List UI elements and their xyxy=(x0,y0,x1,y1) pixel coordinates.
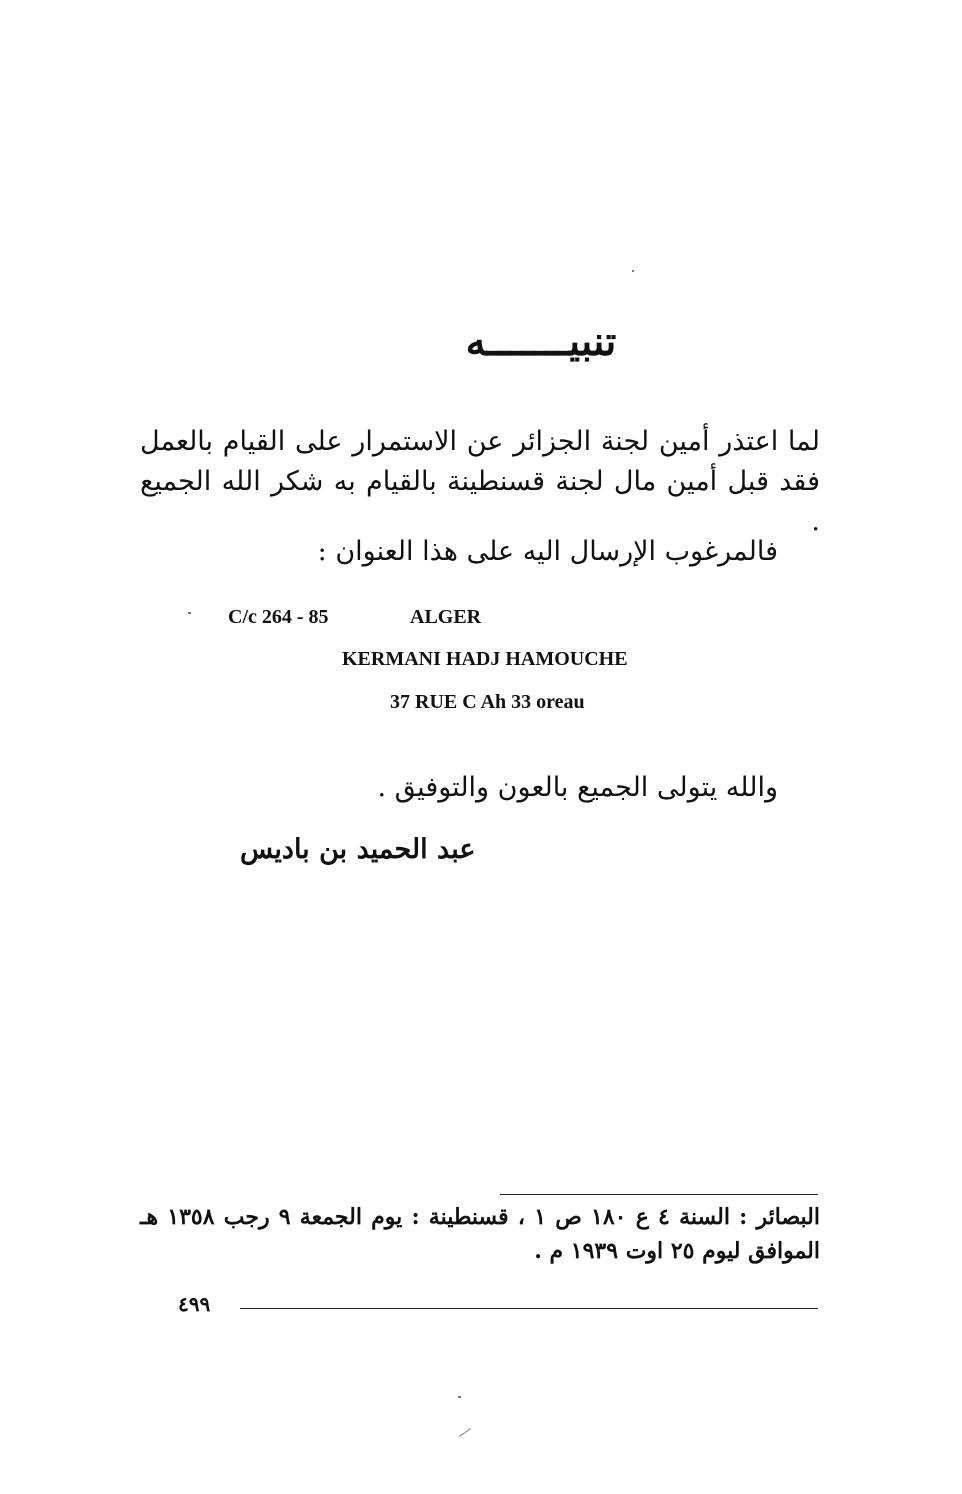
closing-paragraph: والله يتولى الجميع بالعون والتوفيق . xyxy=(377,772,778,803)
scan-speck xyxy=(459,1428,471,1437)
page-number-rule xyxy=(240,1308,818,1309)
address-intro-paragraph: فالمرغوب الإرسال اليه على هذا العنوان : xyxy=(317,536,778,567)
address-street: 37 RUE C Ah 33 oreau xyxy=(390,691,585,713)
signature: عبد الحميد بن باديس xyxy=(240,834,476,865)
title-text: تنبيـــــــه xyxy=(465,318,617,365)
page-title xyxy=(0,318,962,365)
scan-speck xyxy=(458,1396,461,1398)
scan-speck xyxy=(188,612,191,614)
address-name: KERMANI HADJ HAMOUCHE xyxy=(342,648,628,670)
footnote-separator xyxy=(500,1194,818,1195)
address-city: ALGER xyxy=(410,606,482,628)
page-number: ٤٩٩ xyxy=(178,1292,211,1316)
address-account: C/c 264 - 85 xyxy=(228,606,329,628)
notice-paragraph: لما اعتذر أمين لجنة الجزائر عن الاستمرار على القيام بالعمل فقد قبل أمين مال لجنة قسنطينة بالقيام به شكر الله الجميع . xyxy=(140,426,820,537)
footnote: البصائر : السنة ٤ ع ١٨٠ ص ١ ، قسنطينة : يوم الجمعة ٩ رجب ١٣٥٨ هـ الموافق ليوم ٢٥ اوت ١٩٣٩ م . xyxy=(140,1204,820,1264)
scan-speck xyxy=(632,270,634,272)
